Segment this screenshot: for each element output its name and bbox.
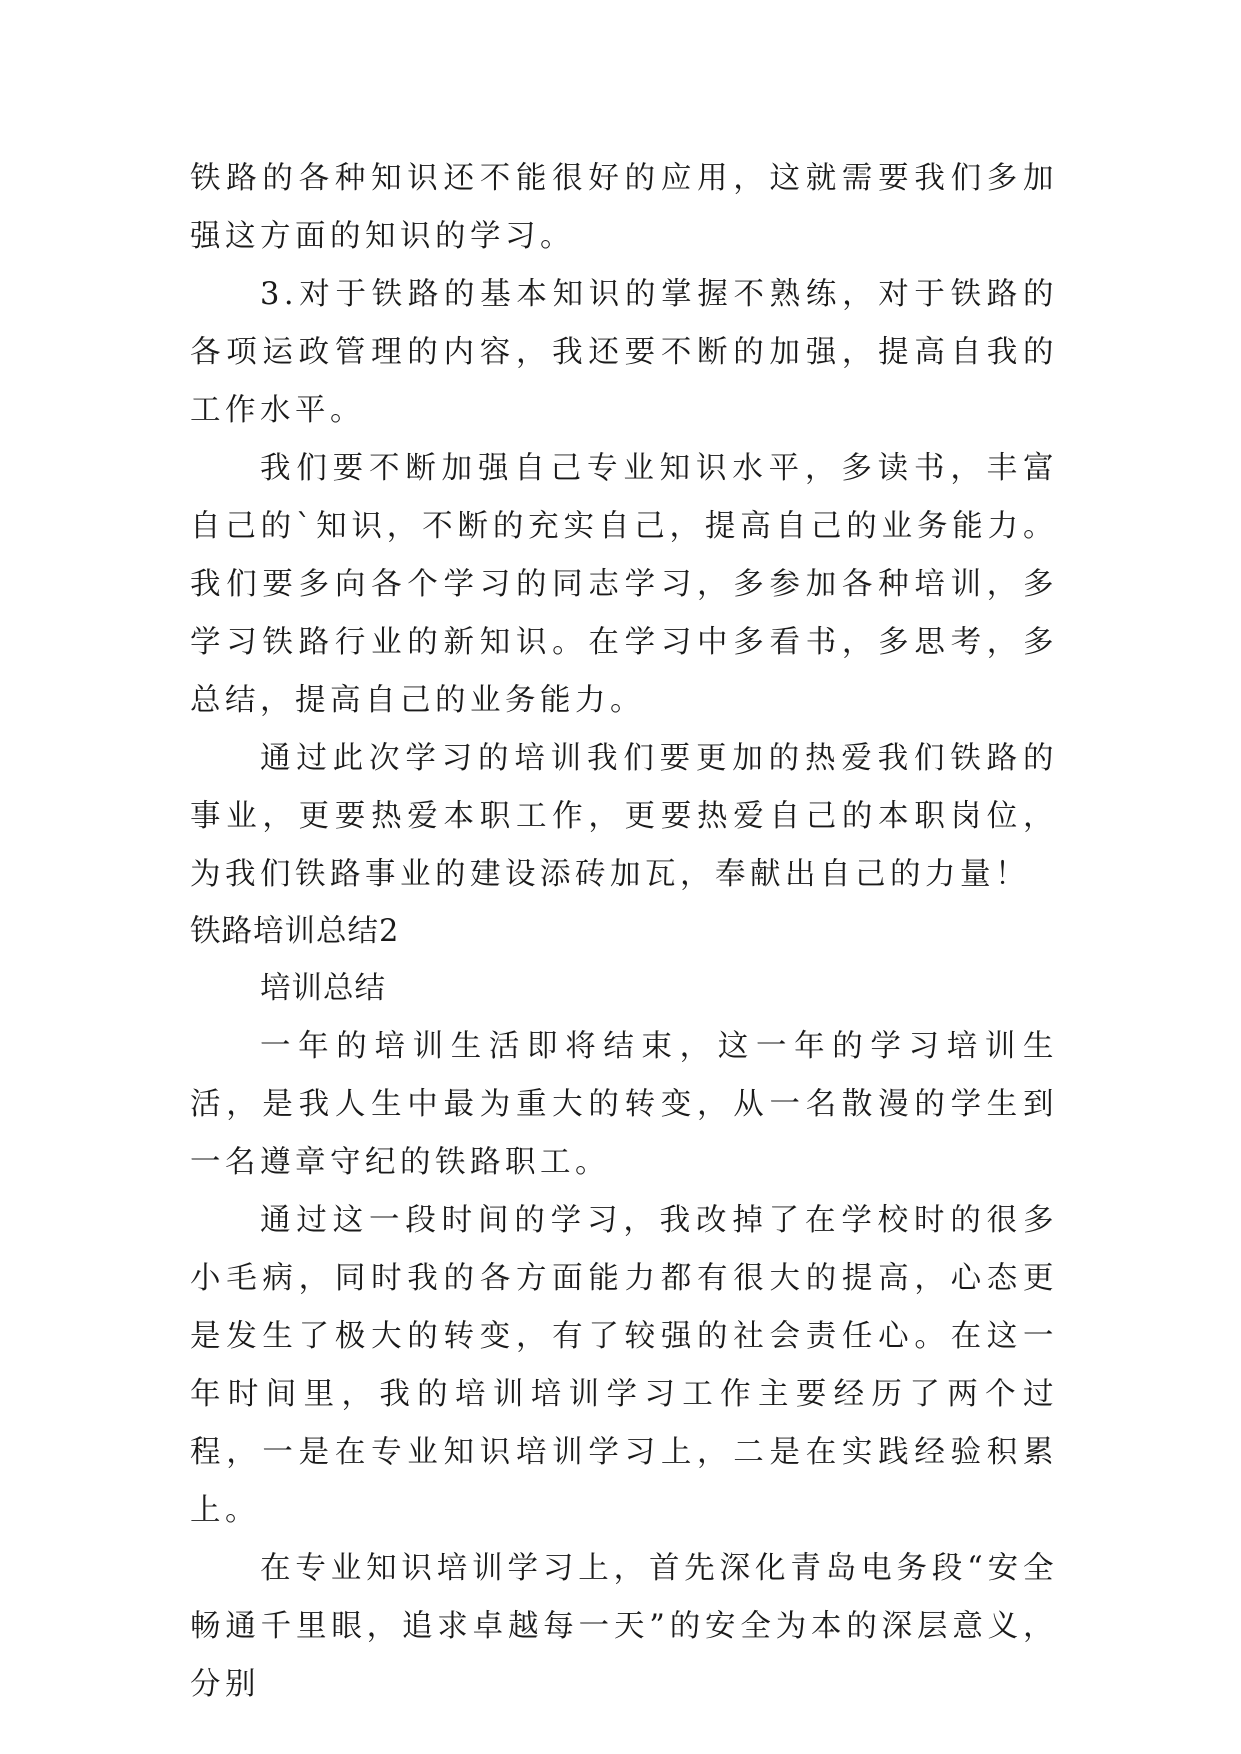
- paragraph-self-improvement: 我们要不断加强自己专业知识水平，多读书，丰富自己的`知识，不断的充实自己，提高自己的业务能力。我们要多向各个学习的同志学习，多参加各种培训，多学习铁路行业的新知识。在学习中多看书，多思考，多总结，提高自己的业务能力。: [190, 451, 1058, 718]
- document-body: [190, 150, 1058, 1714]
- section-title: 铁路培训总结2: [190, 914, 400, 949]
- paragraph-continued: 铁路的各种知识还不能很好的应用，这就需要我们多加强这方面的知识的学习。: [190, 161, 1058, 254]
- paragraph-professional-knowledge: 在专业知识培训学习上，首先深化青岛电务段“安全畅通千里眼，追求卓越每一天”的安全为本的深层意义，分别: [190, 1551, 1058, 1702]
- paragraph-learning: 通过这一段时间的学习，我改掉了在学校时的很多小毛病，同时我的各方面能力都有很大的提高，心态更是发生了极大的转变，有了较强的社会责任心。在这一年时间里，我的培训培训学习工作主要经历了两个过程，一是在专业知识培训学习上，二是在实践经验积累上。: [190, 1203, 1058, 1528]
- paragraph-conclusion: 通过此次学习的培训我们要更加的热爱我们铁路的事业，更要热爱本职工作，更要热爱自己的本职岗位，为我们铁路事业的建设添砖加瓦，奉献出自己的力量！: [190, 741, 1058, 892]
- section-subtitle: 培训总结: [260, 971, 386, 1006]
- paragraph-intro: 一年的培训生活即将结束，这一年的学习培训生活，是我人生中最为重大的转变，从一名散漫的学生到一名遵章守纪的铁路职工。: [190, 1029, 1058, 1180]
- paragraph-item-3: 3.对于铁路的基本知识的掌握不熟练，对于铁路的各项运政管理的内容，我还要不断的加强，提高自我的工作水平。: [190, 277, 1058, 428]
